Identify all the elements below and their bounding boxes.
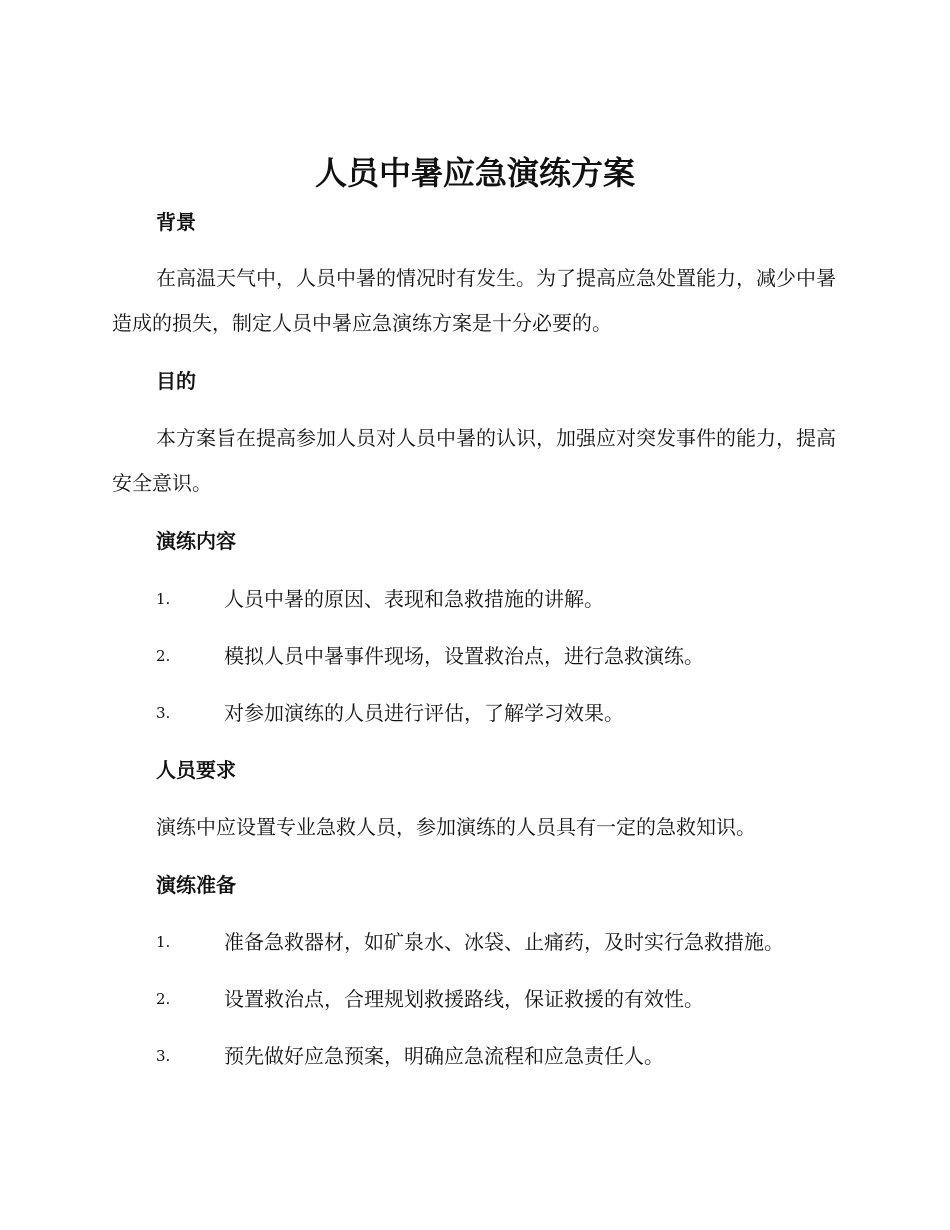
- list-item-number: 1.: [156, 590, 171, 608]
- paragraph-purpose: 本方案旨在提高参加人员对人员中暑的认识，加强应对突发事件的能力，提高安全意识。: [112, 426, 836, 495]
- list-item-text: 对参加演练的人员进行评估，了解学习效果。: [224, 701, 624, 725]
- section-heading-personnel: 人员要求: [156, 758, 236, 782]
- list-item-text: 预先做好应急预案，明确应急流程和应急责任人。: [224, 1044, 664, 1068]
- section-heading-background: 背景: [156, 210, 196, 234]
- list-item-text: 人员中暑的原因、表现和急救措施的讲解。: [224, 587, 604, 611]
- paragraph-personnel: 演练中应设置专业急救人员，参加演练的人员具有一定的急救知识。: [156, 815, 756, 839]
- list-item-number: 2.: [156, 647, 171, 665]
- section-heading-content: 演练内容: [156, 529, 236, 553]
- list-item-text: 模拟人员中暑事件现场，设置救治点，进行急救演练。: [224, 644, 704, 668]
- paragraph-background: 在高温天气中，人员中暑的情况时有发生。为了提高应急处置能力，减少中暑造成的损失，制定人员中暑应急演练方案是十分必要的。: [112, 266, 836, 335]
- section-heading-preparation: 演练准备: [156, 873, 236, 897]
- list-item: [156, 985, 846, 1013]
- list-item: [156, 585, 846, 613]
- list-item-number: 2.: [156, 990, 171, 1008]
- list-item: [156, 928, 846, 956]
- list-item: [156, 642, 846, 670]
- list-item-number: 3.: [156, 1047, 171, 1065]
- list-item: [156, 1042, 846, 1070]
- section-heading-purpose: 目的: [156, 369, 196, 393]
- list-item-number: 1.: [156, 933, 171, 951]
- document-title: 人员中暑应急演练方案: [314, 154, 635, 192]
- list-item-number: 3.: [156, 704, 171, 722]
- list-item: [156, 699, 846, 727]
- list-item-text: 准备急救器材，如矿泉水、冰袋、止痛药，及时实行急救措施。: [224, 930, 784, 954]
- list-item-text: 设置救治点，合理规划救援路线，保证救援的有效性。: [224, 987, 704, 1011]
